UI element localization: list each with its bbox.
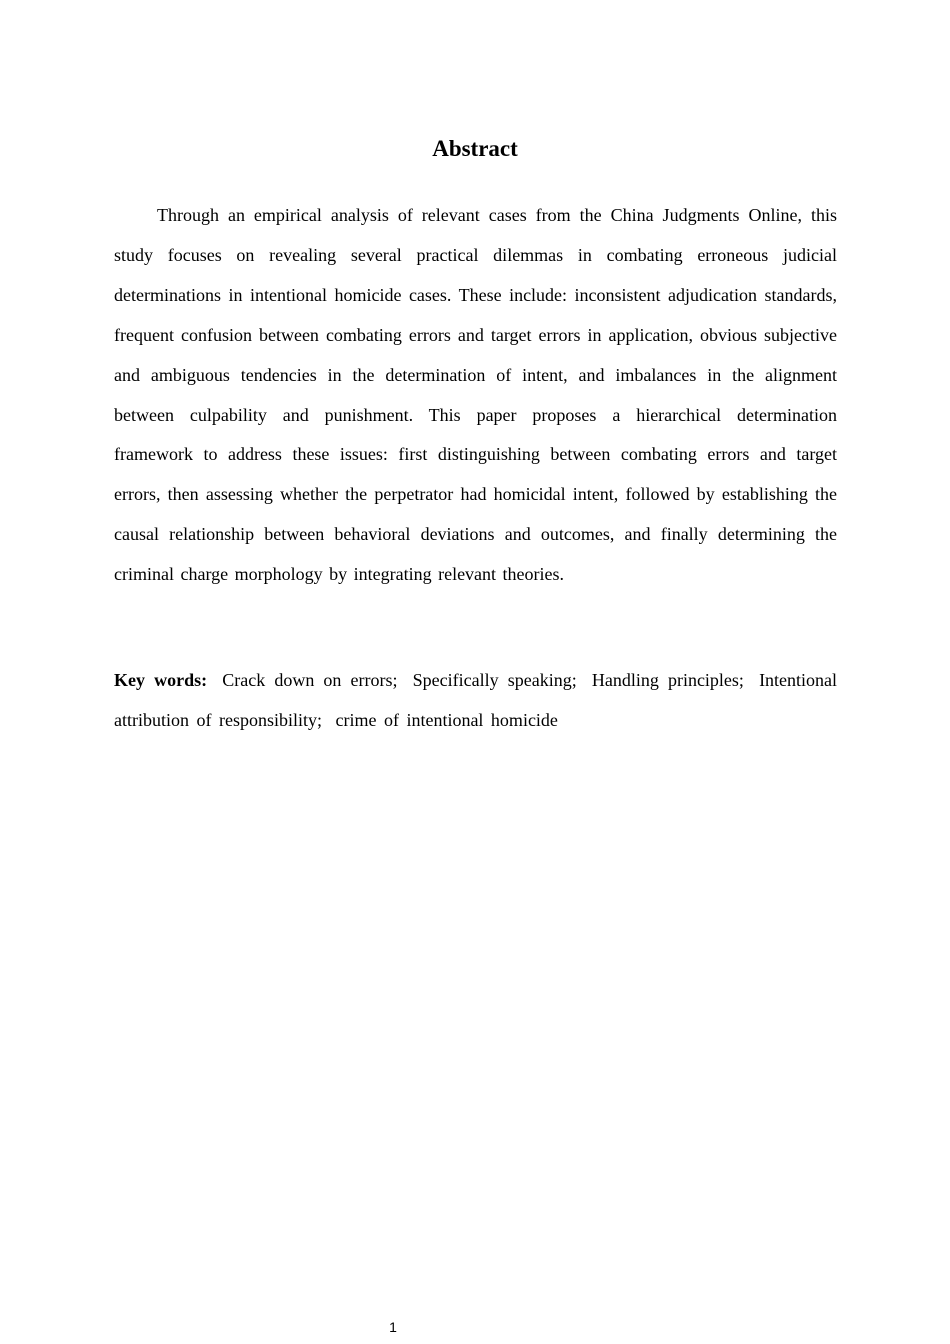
- keyword-item: crime of intentional homicide: [335, 710, 558, 730]
- page-number: 1: [389, 1319, 397, 1335]
- keyword-item: Handling principles;: [591, 670, 744, 690]
- keywords-label: Key words:: [114, 670, 208, 690]
- abstract-paragraph: Through an empirical analysis of relevant cases from the China Judgments Online, this study focuses on revealing several practical dilemmas in combating erroneous judicial determinations in intentional homicide cases. These include: inconsistent adjudication standards, frequent confusion between combating errors and target errors in application, obvious subjective and ambiguous tendencies in the determination of intent, and imbalances in the alignment between culpability and punishment. This paper proposes a hierarchical determination framework to address these issues: first distinguishing between combating errors and target errors, then assessing whether the perpetrator had homicidal intent, followed by establishing the causal relationship between behavioral deviations and outcomes, and finally determining the criminal charge morphology by integrating relevant theories.: [114, 205, 837, 585]
- keyword-item: Crack down on errors;: [222, 670, 398, 690]
- keyword-item: Intentional attribution of responsibility;: [114, 670, 838, 730]
- abstract-title: Abstract: [432, 136, 518, 161]
- keyword-item: Specifically speaking;: [412, 670, 577, 690]
- keywords-section: [114, 660, 837, 740]
